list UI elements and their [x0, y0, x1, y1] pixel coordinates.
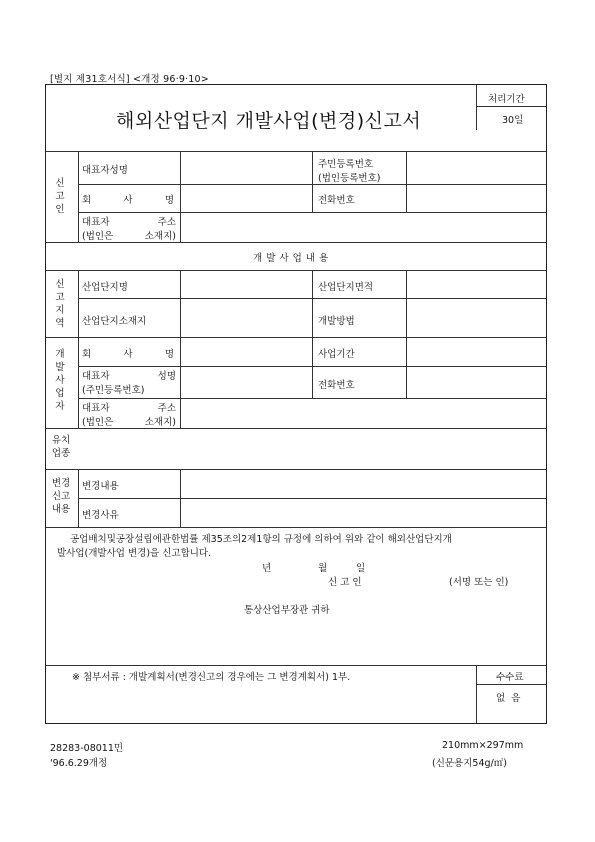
project-period-label: 사업기간 — [318, 349, 355, 360]
dev-address-label: 대표자 주소 — [82, 403, 176, 414]
recipient: 통상산업부장관 귀하 — [244, 605, 330, 616]
paper-size: 210mm×297mm — [442, 740, 524, 751]
divider — [78, 469, 79, 527]
divider — [476, 106, 546, 107]
dev-rep-name-label: 대표자 성명 — [82, 371, 176, 382]
divider — [46, 242, 546, 243]
attachment-note: ※ 첨부서류 : 개발계획서(변경신고의 경우에는 그 변경계획서) 1부. — [72, 672, 351, 683]
fee-value: 없 음 — [496, 693, 521, 704]
statement-line-1: 공업배치및공장설립에관한법률 제35조의2제1항의 규정에 의하여 위와 같이 해외산업단지개 — [70, 534, 452, 545]
address-sub-label: (법인은 소재지) — [82, 231, 176, 242]
form-header: [별지 제31호서식] <개정 96·9·10> — [50, 74, 209, 85]
form-title: 해외산업단지 개발사업(변경)신고서 — [116, 110, 422, 132]
divider — [78, 151, 79, 242]
statement-line-2: 발사업(개발사업 변경)을 신고합니다. — [57, 548, 212, 559]
divider — [78, 498, 546, 499]
signer-label: 신 고 인 — [328, 577, 362, 588]
divider — [406, 337, 407, 398]
developer-section-label: 개 발 사 업 자 — [55, 349, 65, 412]
divider — [46, 527, 546, 528]
divider — [78, 398, 546, 399]
dev-resident-no-label: (주민등록번호) — [82, 385, 145, 396]
dev-address-sub-label: (법인은 소재지) — [82, 417, 176, 428]
divider — [406, 151, 407, 212]
complex-name-label: 산업단지명 — [82, 282, 128, 293]
phone-label: 전화번호 — [318, 195, 355, 206]
divider — [46, 151, 546, 152]
divider — [312, 337, 313, 398]
divider — [46, 665, 546, 666]
divider — [312, 151, 313, 212]
complex-area-label: 산업단지면적 — [318, 282, 374, 293]
divider — [46, 337, 546, 338]
processing-period-value: 30일 — [502, 115, 524, 126]
divider — [476, 684, 546, 685]
complex-location-label: 산업단지소재지 — [82, 316, 147, 327]
divider — [312, 270, 313, 337]
divider — [78, 212, 546, 213]
divider — [78, 270, 79, 428]
dev-phone-label: 전화번호 — [318, 380, 355, 391]
divider — [180, 270, 181, 428]
divider — [46, 428, 546, 429]
revision-date: '96.6.29개정 — [50, 758, 108, 769]
rep-name-label: 대표자성명 — [82, 165, 128, 176]
company-name-label: 회 사 명 — [82, 195, 174, 206]
region-section-label: 신 고 지 역 — [55, 279, 65, 329]
divider — [406, 270, 407, 337]
processing-period-label: 처리기간 — [488, 94, 525, 105]
dev-section-title: 개 발 사 업 내 용 — [253, 253, 329, 264]
divider — [180, 469, 181, 527]
industry-label: 유치 업종 — [51, 435, 71, 459]
fee-label: 수수료 — [496, 672, 524, 683]
resident-no-label: 주민등록번호 — [318, 159, 374, 170]
change-section-label: 변경 신고 내용 — [51, 478, 71, 515]
form-number: 28283-08011민 — [50, 743, 124, 754]
divider — [180, 151, 181, 242]
paper-type: (신문용지54g/㎡) — [432, 758, 507, 769]
reporter-section-label: 신 고 인 — [55, 178, 65, 215]
dev-company-name-label: 회 사 명 — [82, 349, 174, 360]
change-content-label: 변경내용 — [82, 481, 119, 492]
address-label: 대표자 주소 — [82, 217, 176, 228]
divider — [476, 665, 477, 723]
signature-label: (서명 또는 인) — [449, 577, 509, 588]
divider — [476, 85, 477, 130]
change-reason-label: 변경사유 — [82, 510, 119, 521]
dev-method-label: 개발방법 — [318, 316, 355, 327]
divider — [46, 270, 546, 271]
corp-no-label: (법인등록번호) — [318, 173, 381, 184]
date-year-label: 년 — [262, 563, 272, 574]
date-day-label: 일 — [356, 563, 366, 574]
date-month-label: 월 — [318, 563, 328, 574]
divider — [46, 469, 546, 470]
